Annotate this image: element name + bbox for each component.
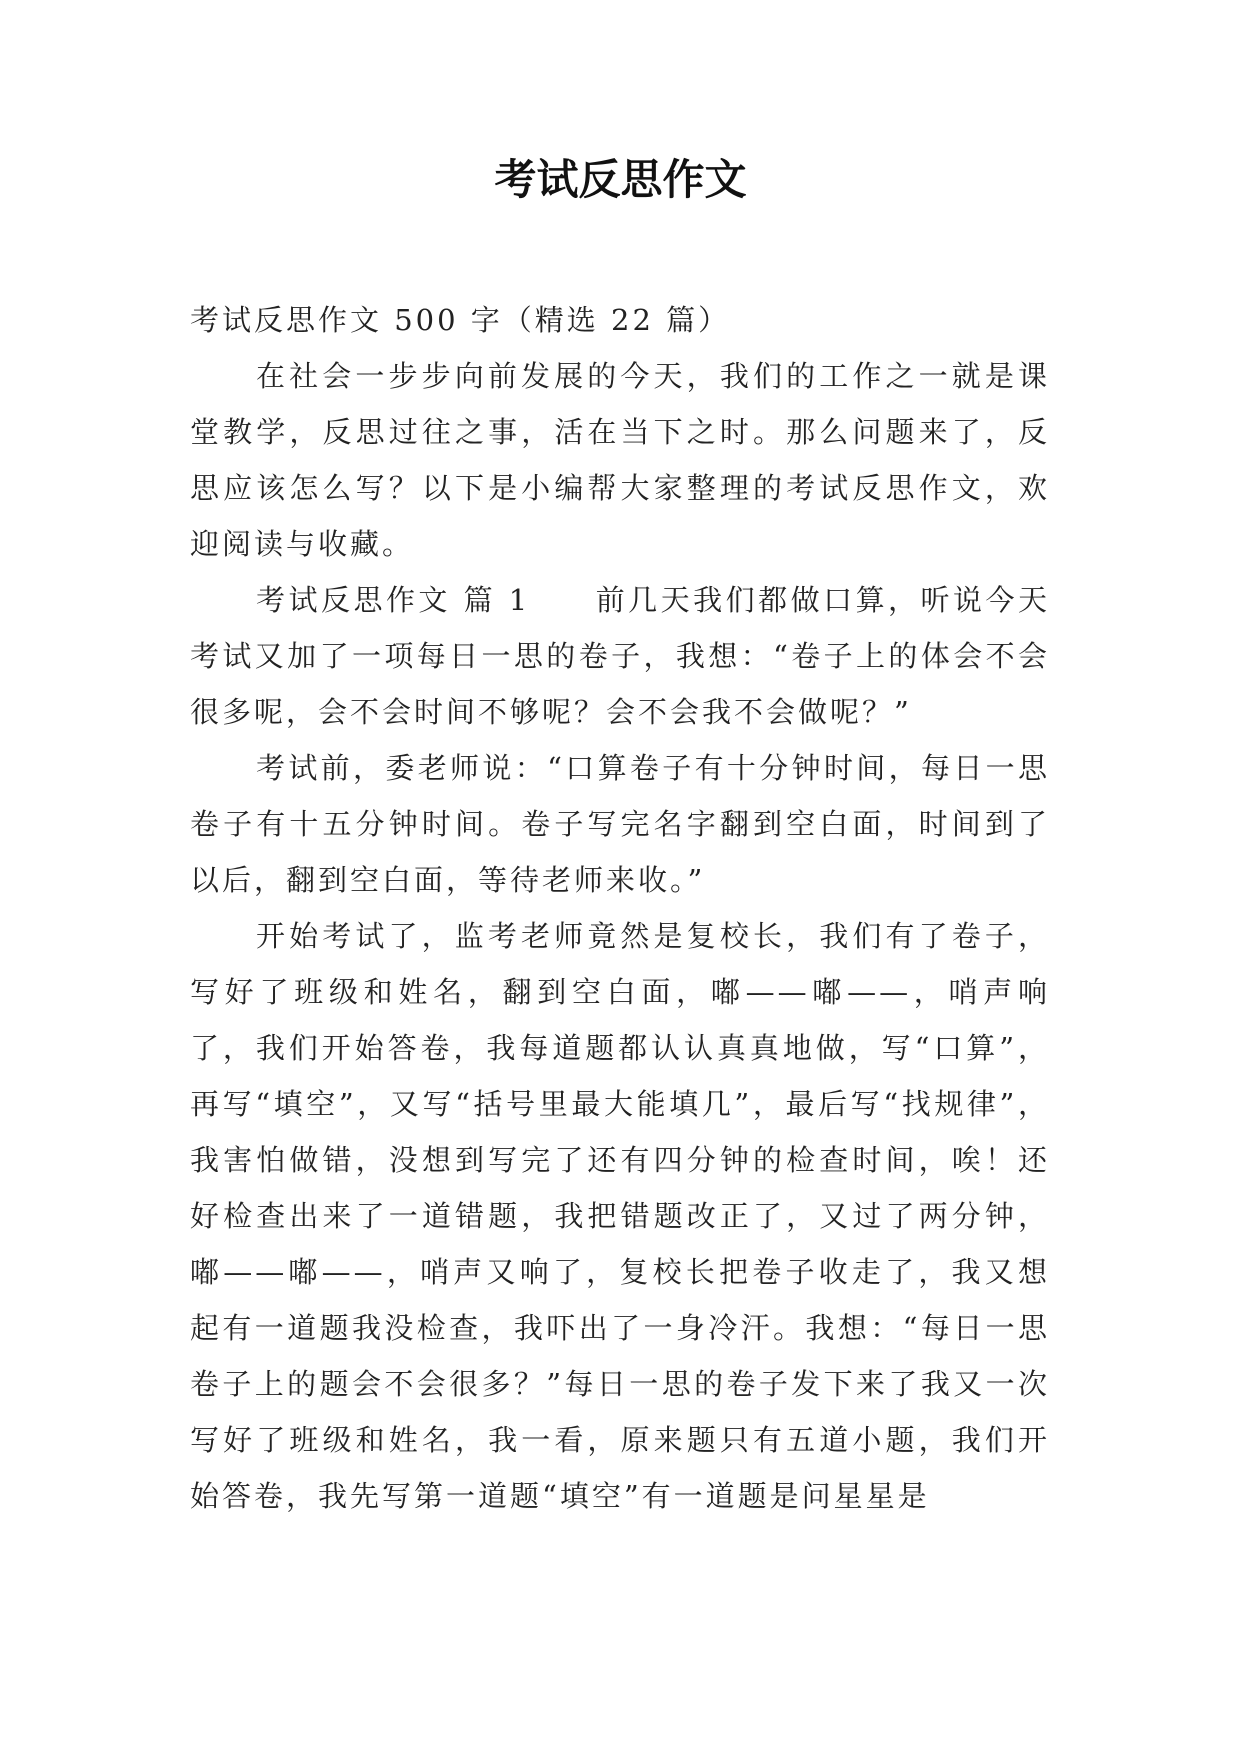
document-subtitle: 考试反思作文 500 字（精选 22 篇） xyxy=(190,303,731,337)
paragraph-teacher-instructions: 考试前，委老师说：“口算卷子有十分钟时间，每日一思卷子有十五分钟时间。卷子写完名字翻到空白面，时间到了以后，翻到空白面，等待老师来收。” xyxy=(190,751,1050,897)
paragraph-exam-narrative: 开始考试了，监考老师竟然是复校长，我们有了卷子，写好了班级和姓名，翻到空白面，嘟——嘟——，哨声响了，我们开始答卷，我每道题都认认真真地做，写“口算”，再写“填空”，又写“括号里最大能填几”，最后写“找规律”，我害怕做错，没想到写完了还有四分钟的检查时间，唉！还好检查出来了一道错题，我把错题改正了，又过了两分钟，嘟——嘟——，哨声又响了，复校长把卷子收走了，我又想起有一道题我没检查，我吓出了一身冷汗。我想：“每日一思卷子上的题会不会很多？”每日一思的卷子发下来了我又一次写好了班级和姓名，我一看，原来题只有五道小题，我们开始答卷，我先写第一道题“填空”有一道题是问星星是 xyxy=(190,919,1050,1513)
paragraph-intro: 在社会一步步向前发展的今天，我们的工作之一就是课堂教学，反思过往之事，活在当下之时。那么问题来了，反思应该怎么写？以下是小编帮大家整理的考试反思作文，欢迎阅读与收藏。 xyxy=(190,359,1050,561)
document-title: 考试反思作文 xyxy=(494,155,747,204)
paragraph-essay-1-opening: 考试反思作文 篇 1 前几天我们都做口算，听说今天考试又加了一项每日一思的卷子，我想：“卷子上的体会不会很多呢，会不会时间不够呢？会不会我不会做呢？” xyxy=(190,583,1050,729)
document-body xyxy=(190,292,1050,1524)
